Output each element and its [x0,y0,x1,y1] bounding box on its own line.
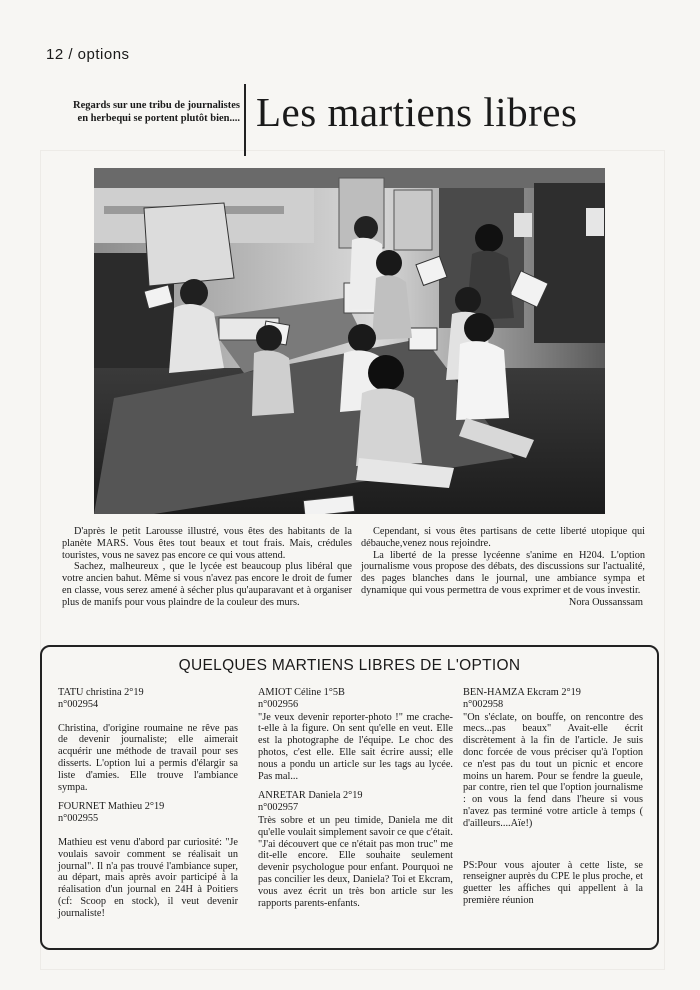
profile-name: BEN-HAMZA Ekcram 2°19 [463,687,581,698]
group-photo [94,168,605,514]
profile-name: ANRETAR Daniela 2°19 [258,790,363,802]
profile-text: Très sobre et un peu timide, Daniela me dit qu'elle voulait simplement savoir ce que c'était. "J'ai découvert que ce n'était pas mon truc" me dit-elle encore. Elle souhaite seulement devenir psychologue pour enfant. Pourquoi ne pas concilier les deux, Daniela? Toi et Ekcram, vous avez écrit un très bon article sur les rapports parents-enfants. [258,814,453,909]
profiles-column-3 [463,687,643,907]
profiles-box [40,645,659,950]
profile-number: n°002954 [58,698,99,710]
article-paragraph: Cependant, si vous êtes partisans de cette liberté utopique qui débauche,venez nous rejoindre. [361,526,645,549]
profiles-column-1 [58,687,238,928]
profile-entry [463,687,643,830]
profile-number: n°002957 [258,802,299,814]
profile-text: Christina, d'origine roumaine ne rêve pas de devenir journaliste; elle aimerait acquérir une méthode de travail pour ses disserts. L'option lui a permis d'élargir sa liste d'amies. Elle trouve l'ambiance sympa. [58,722,238,793]
article-column-left [62,526,352,609]
profile-entry [258,790,453,909]
article-body [62,526,646,626]
title-divider [244,84,246,156]
article-paragraph: Sachez, malheureux , que le lycée est beaucoup plus libéral que votre ancien bahut. Même si vous n'avez pas encore le droit de fumer en classe, vous serez amené à sécher plus qu'auparavant et à organiser plus de manifs pour vous plaindre de la couleur des murs. [62,561,352,608]
profile-text: "On s'éclate, on bouffe, on rencontre des mecs...pas beaux" Avait-elle écrit discrètement à la fin de l'article. Je suis donc forcée de vous préciser qu'à l'option ce n'est pas du tout un picnic et encore moins un harem. Pour se fendre la gueule, par contre, rien tel que l'option journalisme : on vous la fend dans l'heure si vous n'avez pas terminé votre article à temps ( d'ailleurs....Aïe!) [463,711,643,829]
article-paragraph: D'après le petit Larousse illustré, vous êtes des habitants de la planète MARS. Vous êtes tout beaux et tout frais. Mais, crédules touristes, vous ne savez pas encore ce qui vous attend. [62,526,352,561]
profile-entry [58,687,238,793]
profile-text: "Je veux devenir reporter-photo !" me crache-t-elle à la figure. On sent qu'elle en veut. Elle est la photographe de l'équipe. Le choc des photos, c'est elle. Elle sait écrire aussi; elle nous a pondu un article sur les tags au lycée. Pas mal... [258,711,453,782]
profile-entry [258,687,453,782]
profile-number: n°002958 [463,698,504,710]
profile-number: n°002956 [258,698,299,710]
profile-number: n°002955 [58,813,99,825]
article-byline: Nora Oussanssam [568,596,643,608]
profile-text: Mathieu est venu d'abord par curiosité: "Je voulais savoir comment se réalisait un journal". Il n'a pas trouvé l'ambiance super, au départ, mais après avoir participé à la réalisation d'un journal en 24H à Poitiers (cf: Scoop en stock), il veut devenir journaliste! [58,836,238,919]
profile-name: TATU christina 2°19 [58,687,144,698]
article-title: Les martiens libres [256,89,578,135]
article-column-right [361,526,645,609]
article-paragraph: La liberté de la presse lycéenne s'anime en H204. L'option journalisme vous propose des débats, des discussions sur l'actualité, des pages blanches dans le journal, une ambiance sympa et dynamique qui vous permettra de vous exprimer et de vous investir. [361,549,645,596]
postscript: PS:Pour vous ajouter à cette liste, se renseigner auprès du CPE le plus proche, et guetter les affiches qui appellent à la première réunion [463,859,643,906]
profile-name: FOURNET Mathieu 2°19 [58,801,165,813]
profiles-column-2 [258,687,453,917]
article-deck: Regards sur une tribu de journalistes en herbequi se portent plutôt bien.... [73,100,240,124]
profile-name: AMIOT Céline 1°5B [258,687,345,698]
profile-entry [58,801,238,919]
profiles-box-title: QUELQUES MARTIENS LIBRES DE L'OPTION [178,657,521,674]
page-number: 12 / options [46,46,130,63]
